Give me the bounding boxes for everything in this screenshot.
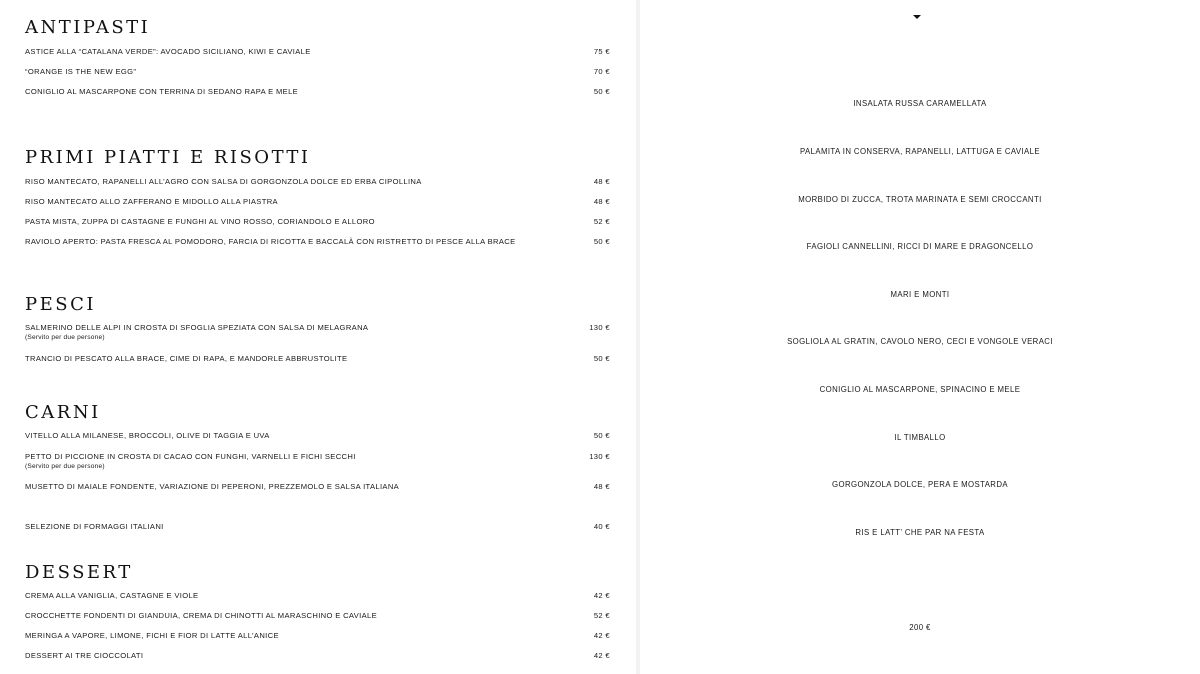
menu-item [25,431,610,441]
menu-item [25,323,610,343]
menu-item [25,591,610,601]
menu-item-price: 42 € [593,591,610,600]
menu-item-price: 75 € [593,47,610,56]
section-title-dessert: DESSERT [25,562,133,583]
menu-item-price: 52 € [593,611,610,620]
tasting-course: MORBIDO DI ZUCCA, TROTA MARINATA E SEMI CROCCANTI [798,195,1042,204]
menu-item-name: MUSETTO DI MAIALE FONDENTE, VARIAZIONE DI PEPERONI, PREZZEMOLO E SALSA ITALIANA [25,482,400,491]
menu-item-note: (Servito per due persone) [25,334,105,341]
menu-item [25,452,610,472]
menu-item [25,522,610,532]
menu-item-name: SELEZIONE DI FORMAGGI ITALIANI [25,522,164,531]
menu-item-name: PETTO DI PICCIONE IN CROSTA DI CACAO CON FUNGHI, VARNELLI E FICHI SECCHI [25,452,356,461]
menu-item-price: 40 € [593,522,610,531]
menu-item-price: 42 € [593,651,610,660]
menu-item [25,631,610,641]
menu-item-name: DESSERT AI TRE CIOCCOLATI [25,651,144,660]
menu-item [25,67,610,77]
menu-item-name: VITELLO ALLA MILANESE, BROCCOLI, OLIVE DI TAGGIA E UVA [25,431,270,440]
menu-item-price: 52 € [593,217,610,226]
menu-item [25,217,610,227]
menu-item [25,482,610,492]
menu-item-name: CONIGLIO AL MASCARPONE CON TERRINA DI SEDANO RAPA E MELE [25,87,299,96]
menu-item-name: PASTA MISTA, ZUPPA DI CASTAGNE E FUNGHI AL VINO ROSSO, CORIANDOLO E ALLORO [25,217,375,226]
menu-item [25,354,610,364]
section-title-antipasti: ANTIPASTI [25,17,151,38]
tasting-course: INSALATA RUSSA CARAMELLATA [853,99,987,108]
menu-item [25,47,610,57]
menu-item-price: 48 € [593,197,610,206]
tasting-price: 200 € [909,623,931,632]
section-title-pesci: PESCI [25,294,96,315]
menu-item-name: RAVIOLO APERTO: PASTA FRESCA AL POMODORO, FARCIA DI RICOTTA E BACCALÀ CON RISTRETTO DI PESCE ALLA BRACE [25,237,516,246]
tasting-course: RIS E LATT’ CHE PAR NA FESTA [855,528,985,537]
menu-item [25,237,610,247]
menu-item [25,87,610,97]
menu-item-price: 50 € [593,237,610,246]
tasting-course: IL TIMBALLO [894,433,946,442]
menu-item-price: 50 € [593,431,610,440]
menu-item-name: ASTICE ALLA “CATALANA VERDE”: AVOCADO SICILIANO, KIWI E CAVIALE [25,47,311,56]
menu-item-price: 130 € [589,452,610,461]
menu-item-note: (Servito per due persone) [25,463,105,470]
section-title-primi: PRIMI PIATTI E RISOTTI [25,147,311,168]
section-title-carni: CARNI [25,402,101,423]
menu-item-price: 42 € [593,631,610,640]
menu-item-name: MERINGA A VAPORE, LIMONE, FICHI E FIOR DI LATTE ALL’ANICE [25,631,279,640]
menu-item-price: 130 € [589,323,610,332]
tasting-course: FAGIOLI CANNELLINI, RICCI DI MARE E DRAGONCELLO [806,242,1034,251]
menu-item [25,197,610,207]
tasting-course: PALAMITA IN CONSERVA, RAPANELLI, LATTUGA E CAVIALE [800,147,1040,156]
menu-item-name: CREMA ALLA VANIGLIA, CASTAGNE E VIOLE [25,591,199,600]
menu-item-price: 48 € [593,177,610,186]
tasting-course: CONIGLIO AL MASCARPONE, SPINACINO E MELE [819,385,1021,394]
menu-item [25,177,610,187]
menu-item-name: TRANCIO DI PESCATO ALLA BRACE, CIME DI RAPA, E MANDORLE ABBRUSTOLITE [25,354,348,363]
tasting-course: GORGONZOLA DOLCE, PERA E MOSTARDA [832,480,1008,489]
menu-item-name: CROCCHETTE FONDENTI DI GIANDUIA, CREMA DI CHINOTTI AL MARASCHINO E CAVIALE [25,611,378,620]
menu-item-price: 48 € [593,482,610,491]
menu-item [25,611,610,621]
menu-item-name: RISO MANTECATO ALLO ZAFFERANO E MIDOLLO ALLA PIASTRA [25,197,278,206]
menu-item-name: RISO MANTECATO, RAPANELLI ALL’AGRO CON SALSA DI GORGONZOLA DOLCE ED ERBA CIPOLLINA [25,177,422,186]
menu-item-price: 50 € [593,87,610,96]
menu-item-name: “ORANGE IS THE NEW EGG” [25,67,137,76]
tasting-course: MARI E MONTI [890,290,950,299]
caret-down-icon[interactable] [913,15,921,19]
menu-item [25,651,610,661]
tasting-menu-page [640,0,1200,674]
menu-item-price: 70 € [593,67,610,76]
menu-item-price: 50 € [593,354,610,363]
tasting-course: SOGLIOLA AL GRATIN, CAVOLO NERO, CECI E VONGOLE VERACI [787,337,1053,346]
menu-item-name: SALMERINO DELLE ALPI IN CROSTA DI SFOGLIA SPEZIATA CON SALSA DI MELAGRANA [25,323,369,332]
